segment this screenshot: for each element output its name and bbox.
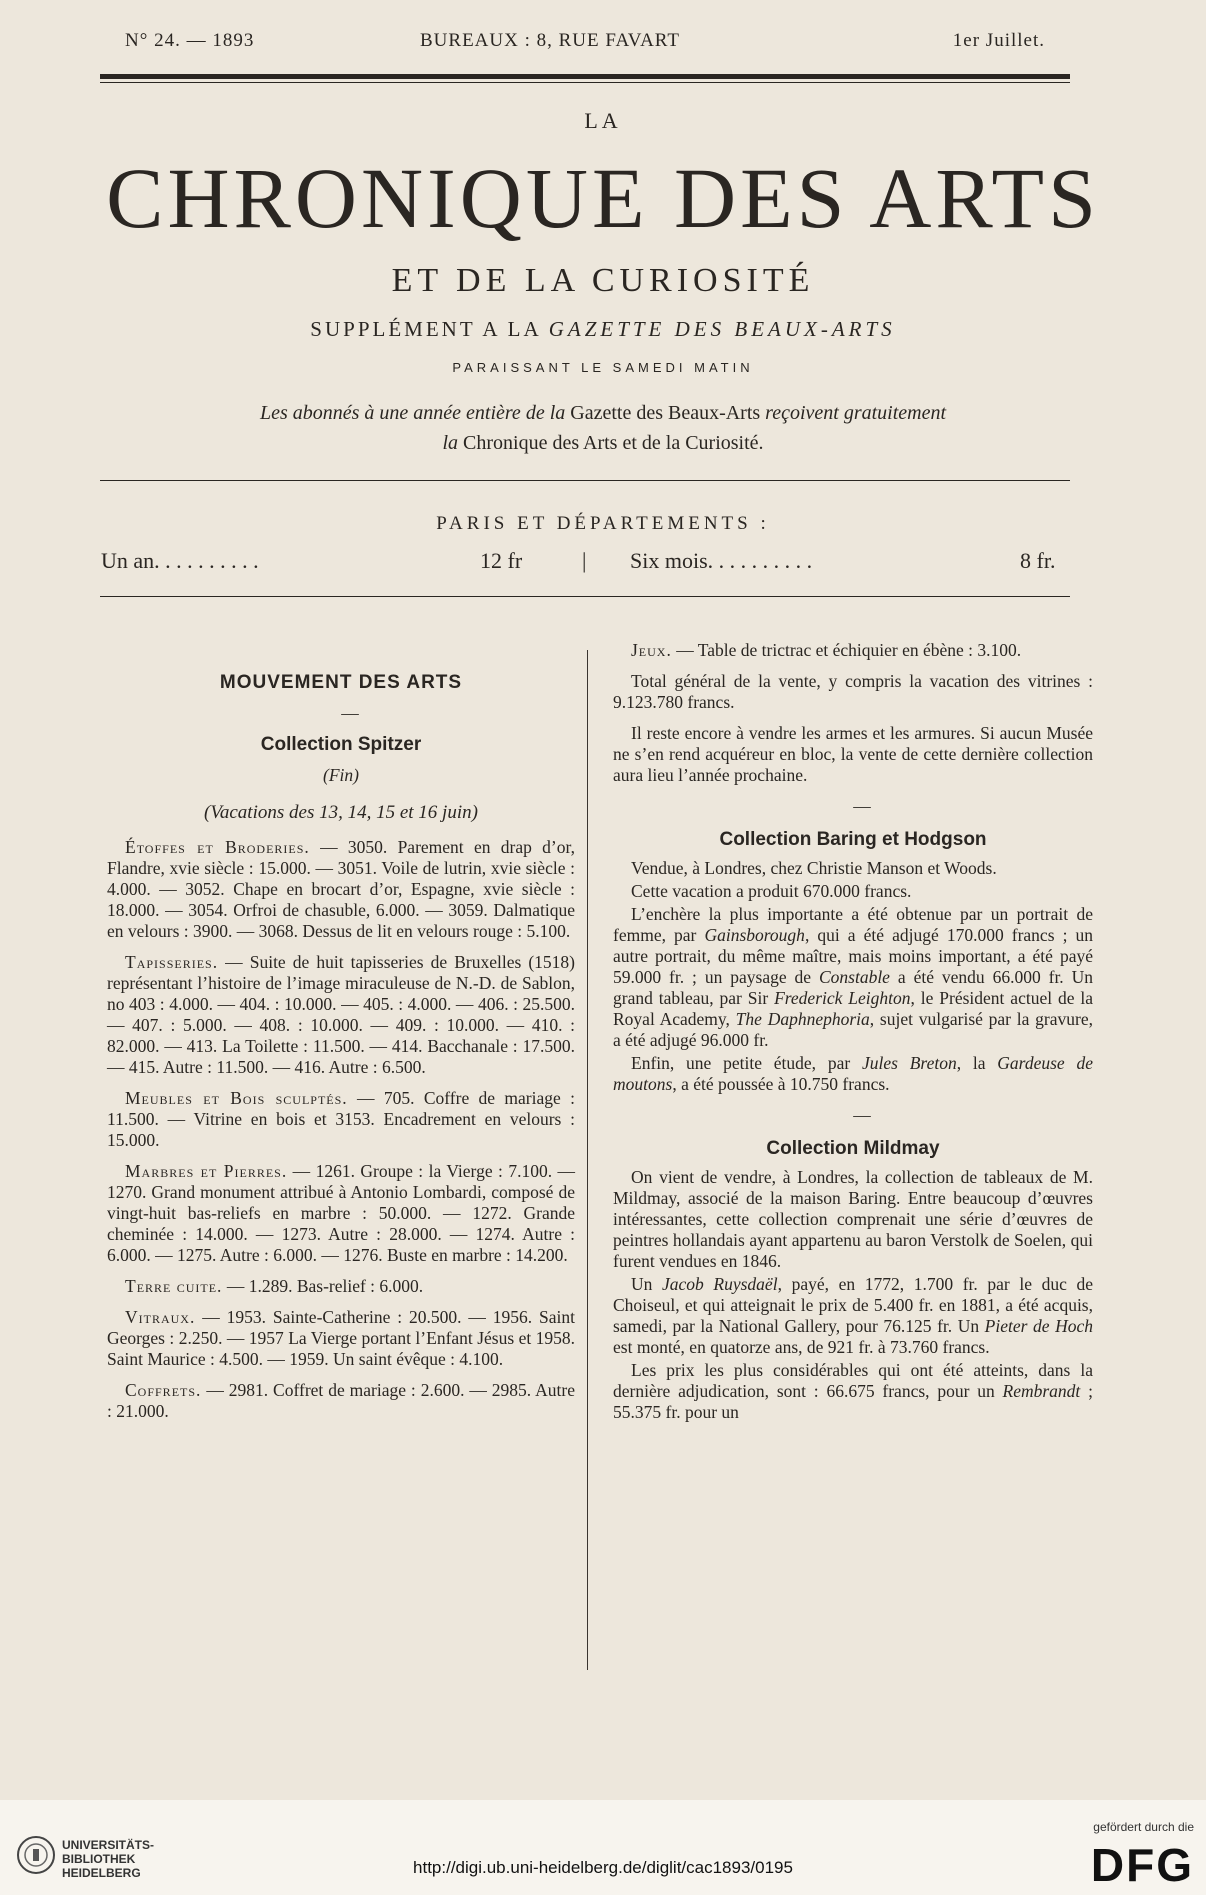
paragraph-terre-cuite — [107, 1276, 575, 1297]
text-vitraux: — 1953. Sainte-Catherine : 20.500. — 1956. Saint Georges : 2.250. — 1957 La Vierge portant l’Enfant Jésus et 1958. Saint Maurice : 4.500. — 1959. Un saint évêque : 4.100. — [107, 1307, 575, 1369]
note-gazette: Gazette des Beaux-Arts — [570, 402, 761, 424]
paragraph-meubles — [107, 1088, 575, 1151]
paragraph-jeux — [613, 640, 1093, 661]
bureaux-address: BUREAUX : 8, RUE FAVART — [420, 30, 680, 51]
supplement-line — [0, 317, 1206, 342]
section-dash: — — [341, 703, 359, 723]
supplement-gazette: GAZETTE DES BEAUX-ARTS — [548, 317, 896, 341]
label-coffrets: Coffrets. — [125, 1380, 202, 1400]
label-jeux: Jeux. — [631, 640, 672, 660]
header-divider — [100, 480, 1070, 481]
dash-separator: — — [853, 796, 871, 816]
funding-note: gefördert durch die — [1093, 1820, 1194, 1834]
paragraph-vitraux — [107, 1307, 575, 1370]
label-meubles: Meubles et Bois sculptés. — [125, 1088, 348, 1108]
name-rembrandt: Rembrandt — [1002, 1381, 1081, 1401]
publication-schedule: PARAISSANT LE SAMEDI MATIN — [452, 360, 754, 375]
paragraph-breton — [613, 1053, 1093, 1095]
text-tapisseries: — Suite de huit tapisseries de Bruxelles (1518) représentant l’histoire de l’image miraculeuse de N.-D. de Sablon, no 403 : 4.000. — 404. : 10.000. — 405. : 4.000. — 406. : 25.500. — 407. : 5.000. — 408. : 10.000. — 409. : 10.000. — 410. : 82.000. — 413. La Toilette : 11.500. — 414. Bacchanale : 17.500. — 415. Autre : 11.500. — 416. Autre : 6.500. — [107, 952, 575, 1077]
supplement-prefix: SUPPLÉMENT A LA — [310, 317, 541, 341]
paragraph-vacation: Cette vacation a produit 670.000 francs. — [631, 881, 912, 901]
column-divider — [587, 650, 588, 1670]
text-marbres: — 1261. Groupe : la Vierge : 7.100. — 1270. Grand monument attribué à Antonio Lombardi, composé de vingt-huit bas-reliefs en marbre : 50.000. — 1272. Grande cheminée : 14.000. — 1273. Autre : 28.000. — 1274. Autre : 6.000. — 1275. Autre : 6.000. — 1276. Buste en marbre : 14.200. — [107, 1161, 575, 1265]
ruys-b: , payé, en 1772, 1.700 fr. par le duc de Choiseul, et qui atteignait le prix de 5.400 fr. en 1881, a été acquis, samedi, par la National Gallery, pour 76.125 fr. Un — [613, 1274, 1094, 1336]
fin-note: (Fin) — [323, 765, 359, 785]
name-constable: Constable — [818, 967, 890, 987]
paragraph-tapisseries — [107, 952, 575, 1078]
enchere-a: L’enchère la plus importante a été obtenue par un portrait de femme, par — [613, 904, 1093, 945]
name-leighton: Frederick Leighton — [774, 988, 911, 1008]
source-url-link[interactable]: http://digi.ub.uni-heidelberg.de/diglit/cac1893/0195 — [413, 1858, 793, 1877]
text-jeux: — Table de trictrac et échiquier en ébène : 3.100. — [671, 640, 1022, 660]
text-coffrets: — 2981. Coffret de mariage : 2.600. — 2985. Autre : 21.000. — [107, 1380, 575, 1421]
note-italic-a: Les abonnés à une année entière de la — [259, 402, 566, 424]
enchere-e: , sujet vulgarisé par la gravure, a été adjugé 96.000 fr. — [613, 1009, 1093, 1050]
right-column — [613, 640, 1093, 1433]
univ-line2: BIBLIOTHEK — [62, 1852, 136, 1866]
name-breton: Jules Breton — [861, 1053, 957, 1073]
paragraph-ruysdael — [613, 1274, 1093, 1358]
label-terre-cuite: Terre cuite. — [125, 1276, 223, 1296]
label-marbres: Marbres et Pierres. — [125, 1161, 288, 1181]
label-etoffes: Étoffes et Broderies. — [125, 837, 310, 857]
ruys-a: Un — [631, 1274, 663, 1294]
text-etoffes: — 3050. Parement en drap d’or, Flandre, xvie siècle : 15.000. — 3051. Voile de lutrin, xvie siècle : 4.000. — 3052. Chape en brocart d’or, Espagne, xvie siècle : 18.000. — 3054. Orfroi de chasuble, 6.000. — 3059. Dalmatique en velours : 3900. — 3068. Dessus de lit en velours rouge : 5.100. — [107, 837, 575, 941]
issue-number: N° 24. — 1893 — [125, 30, 255, 51]
title-gardeuse: Gardeuse de moutons — [613, 1053, 1093, 1094]
top-rule — [100, 74, 1070, 79]
paragraph-prix — [613, 1360, 1093, 1423]
paragraph-armes: Il reste encore à vendre les armes et les armures. Si aucun Musée ne s’en rend acquéreur en bloc, la vente de cette dernière collection aura lieu l’année prochaine. — [613, 723, 1093, 785]
paragraph-total: Total général de la vente, y compris la vacation des vitrines : 9.123.780 francs. — [613, 671, 1093, 712]
paragraph-vendue: Vendue, à Londres, chez Christie Manson et Woods. — [631, 858, 997, 878]
label-vitraux: Vitraux. — [125, 1307, 196, 1327]
page-subtitle: ET DE LA CURIOSITÉ — [391, 262, 815, 299]
paragraph-etoffes — [107, 837, 575, 942]
text-meubles: — 705. Coffre de mariage : 11.500. — Vitrine en bois et 3153. Encadrement en velours : 15.000. — [107, 1088, 575, 1150]
left-column — [107, 672, 575, 1432]
dfg-logo: DFG — [1090, 1839, 1194, 1891]
breton-a: Enfin, une petite étude, par — [631, 1053, 862, 1073]
paragraph-mildmay: On vient de vendre, à Londres, la collection de tableaux de M. Mildmay, associé de la maison Baring. Entre beaucoup d’œuvres intéressantes, cette collection comprenait une série d’œuvres de peintres hollandais ayant appartenu au baron Verstolk de Soelen, qui furent vendues en 1846. — [613, 1167, 1093, 1271]
enchere-c: a été vendu 66.000 fr. Un grand tableau, par Sir — [613, 967, 1093, 1008]
note-italic-la: la — [442, 432, 459, 454]
section-heading: MOUVEMENT DES ARTS — [219, 672, 463, 693]
name-hoch: Pieter de Hoch — [984, 1316, 1093, 1336]
ruys-c: est monté, en quatorze ans, de 921 fr. à 73.760 francs. — [613, 1337, 990, 1357]
collection-spitzer-heading: Collection Spitzer — [260, 734, 422, 755]
paragraph-marbres — [107, 1161, 575, 1266]
digitization-footer — [0, 1800, 1206, 1895]
univ-line3: HEIDELBERG — [62, 1866, 141, 1880]
breton-b: , la — [956, 1053, 998, 1073]
un-an-label: Un an. . . . . . . . . . — [101, 548, 259, 573]
name-gainsborough: Gainsborough — [704, 925, 805, 945]
vacations-note: (Vacations des 13, 14, 15 et 16 juin) — [204, 802, 478, 823]
enchere-b: , qui a été adjugé 170.000 francs ; un autre portrait, du même maître, mais moins important, a été payé 59.000 fr. ; un paysage de — [613, 925, 1093, 987]
price-separator: | — [582, 548, 587, 573]
masthead-topline — [125, 30, 1045, 58]
text-terre-cuite: — 1.289. Bas-relief : 6.000. — [222, 1276, 424, 1296]
six-mois-label: Six mois. . . . . . . . . . — [630, 548, 813, 573]
page-title: CHRONIQUE DES ARTS — [106, 150, 1100, 246]
note-chronique: Chronique des Arts et de la Curiosité. — [463, 432, 764, 454]
note-italic-c: reçoivent gratuitement — [765, 402, 947, 424]
prix-b: ; 55.375 fr. pour un — [613, 1381, 1093, 1422]
dash-separator-2: — — [853, 1105, 871, 1125]
name-ruysdael: Jacob Ruysdaël — [662, 1274, 778, 1294]
breton-c: , a été poussée à 10.750 francs. — [672, 1074, 890, 1094]
univ-line1: UNIVERSITÄTS- — [62, 1838, 155, 1852]
label-tapisseries: Tapisseries. — [125, 952, 219, 972]
top-rule-thin — [100, 82, 1070, 83]
title-daphnephoria: The Daphnephoria — [735, 1009, 870, 1029]
paragraph-coffrets — [107, 1380, 575, 1422]
collection-mildmay-heading: Collection Mildmay — [766, 1138, 940, 1159]
collection-baring-heading: Collection Baring et Hodgson — [719, 829, 987, 850]
subscriber-note — [0, 398, 1206, 458]
issue-date: 1er Juillet. — [952, 30, 1045, 51]
subscription-heading: PARIS ET DÉPARTEMENTS : — [436, 513, 770, 534]
title-article: LA — [584, 108, 622, 133]
paragraph-enchere — [613, 904, 1093, 1051]
prix-a: Les prix les plus considérables qui ont été atteints, dans la dernière adjudication, sont : 66.675 francs, pour un — [613, 1360, 1093, 1401]
six-mois-price: 8 fr. — [1020, 548, 1056, 573]
price-divider — [100, 596, 1070, 597]
enchere-d: , le Président actuel de la Royal Academy, — [613, 988, 1093, 1029]
un-an-price: 12 fr — [480, 548, 523, 573]
